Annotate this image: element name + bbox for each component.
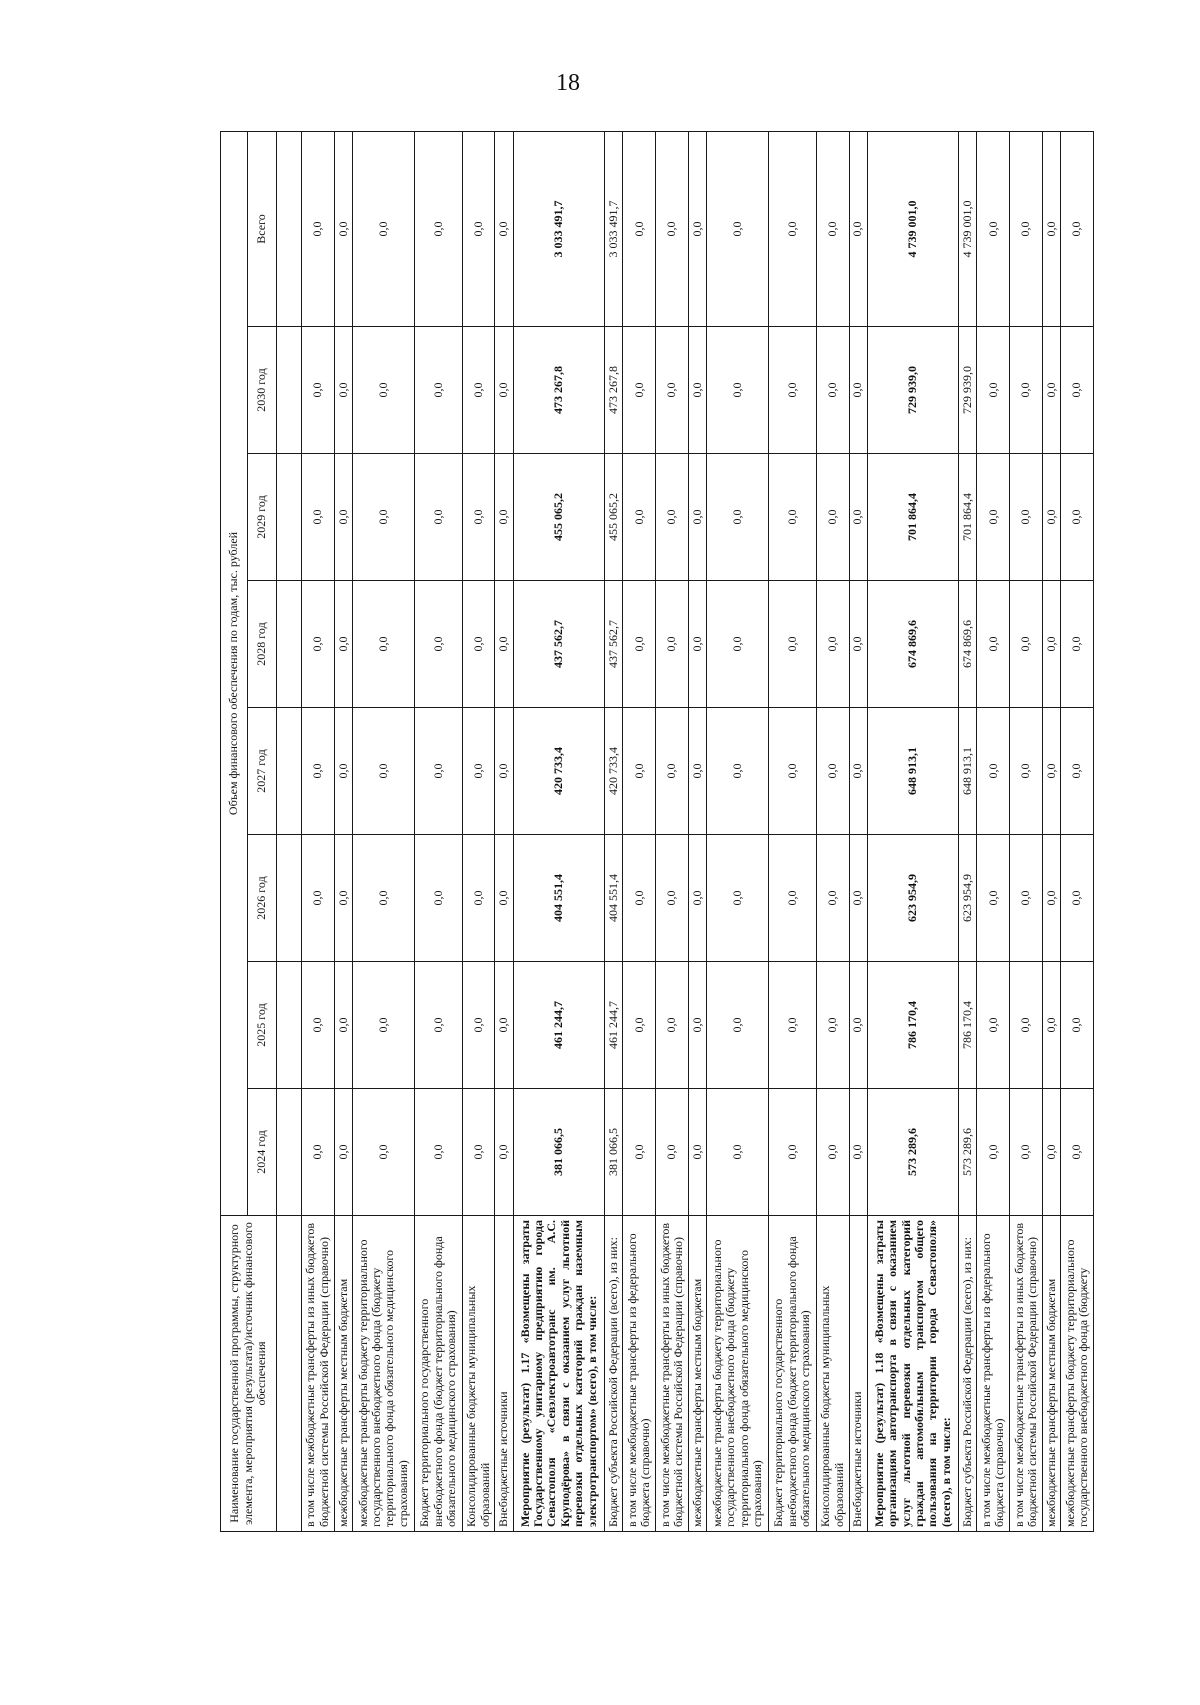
year-value-cell: 0,0 (1061, 1089, 1094, 1216)
total-value-cell: 3 033 491,7 (605, 131, 623, 326)
year-value-cell: 0,0 (302, 327, 335, 454)
year-value-cell: 0,0 (352, 708, 414, 835)
year-value-cell: 473 267,8 (605, 327, 623, 454)
year-value-cell: 404 551,4 (605, 835, 623, 962)
year-value-cell: 0,0 (706, 708, 768, 835)
year-value-cell: 0,0 (706, 835, 768, 962)
year-value-cell: 0,0 (352, 1089, 414, 1216)
year-value-cell: 0,0 (623, 581, 656, 708)
year-value-cell: 420 733,4 (605, 708, 623, 835)
year-value-cell: 0,0 (1043, 454, 1061, 581)
year-value-cell: 0,0 (688, 327, 706, 454)
blank-header-cell (277, 131, 302, 326)
row-name: Консолидированные бюджеты муниципальных образований (462, 1216, 495, 1532)
year-value-cell: 461 244,7 (605, 962, 623, 1089)
year-value-cell: 0,0 (352, 581, 414, 708)
year-value-cell: 0,0 (495, 835, 513, 962)
table-row (706, 131, 768, 1531)
name-column-header: Наименование государственной программы, структурного элемента, мероприятия (результата)/источник финансового обеспечения (221, 1216, 277, 1532)
table-row (352, 131, 414, 1531)
year-value-cell: 729 939,0 (867, 327, 959, 454)
year-value-cell: 0,0 (849, 708, 867, 835)
volume-header: Объем финансового обеспечения по годам, тыс. рублей (221, 131, 248, 1215)
year-value-cell: 0,0 (849, 454, 867, 581)
total-value-cell: 0,0 (495, 131, 513, 326)
year-value-cell: 0,0 (334, 962, 352, 1089)
year-value-cell: 0,0 (977, 327, 1010, 454)
year-value-cell: 0,0 (415, 327, 463, 454)
year-value-cell: 0,0 (462, 835, 495, 962)
year-value-cell: 573 289,6 (867, 1089, 959, 1216)
year-value-cell: 0,0 (706, 962, 768, 1089)
year-value-cell: 0,0 (688, 962, 706, 1089)
year-value-cell: 729 939,0 (959, 327, 977, 454)
financing-table (220, 131, 1094, 1532)
row-name: в том числе межбюджетные трансферты из иных бюджетов бюджетной системы Российской Федерации (справочно) (1010, 1216, 1043, 1532)
table-row (1043, 131, 1061, 1531)
year-value-cell: 0,0 (769, 1089, 817, 1216)
year-value-cell: 0,0 (462, 581, 495, 708)
total-value-cell: 0,0 (656, 131, 689, 326)
year-value-cell: 0,0 (415, 581, 463, 708)
year-value-cell: 0,0 (1010, 1089, 1043, 1216)
total-value-cell: 0,0 (816, 131, 849, 326)
year-value-cell: 0,0 (769, 708, 817, 835)
year-value-cell: 0,0 (1061, 962, 1094, 1089)
table-row (959, 131, 977, 1531)
year-value-cell: 0,0 (334, 708, 352, 835)
year-value-cell: 0,0 (849, 1089, 867, 1216)
year-value-cell: 0,0 (656, 708, 689, 835)
total-value-cell: 0,0 (1061, 131, 1094, 326)
year-value-cell: 0,0 (495, 581, 513, 708)
year-value-cell: 0,0 (769, 835, 817, 962)
year-header: 2025 год (248, 962, 277, 1089)
year-value-cell: 0,0 (977, 1089, 1010, 1216)
table-row (849, 131, 867, 1531)
year-value-cell: 0,0 (816, 835, 849, 962)
row-name: Бюджет субъекта Российской Федерации (всего), из них: (959, 1216, 977, 1532)
year-value-cell: 0,0 (334, 327, 352, 454)
year-value-cell: 0,0 (816, 708, 849, 835)
year-value-cell: 0,0 (302, 581, 335, 708)
year-value-cell: 674 869,6 (867, 581, 959, 708)
year-value-cell: 0,0 (706, 454, 768, 581)
page-number: 18 (556, 70, 580, 96)
year-value-cell: 0,0 (495, 962, 513, 1089)
year-value-cell: 381 066,5 (605, 1089, 623, 1216)
year-value-cell: 0,0 (849, 835, 867, 962)
year-value-cell: 0,0 (1043, 581, 1061, 708)
year-value-cell: 437 562,7 (605, 581, 623, 708)
year-value-cell: 0,0 (1010, 708, 1043, 835)
table-row (415, 131, 463, 1531)
year-value-cell: 0,0 (623, 708, 656, 835)
year-value-cell: 0,0 (352, 454, 414, 581)
year-value-cell: 0,0 (769, 454, 817, 581)
row-name: Консолидированные бюджеты муниципальных образований (816, 1216, 849, 1532)
year-value-cell: 0,0 (302, 454, 335, 581)
year-value-cell: 648 913,1 (959, 708, 977, 835)
total-value-cell: 0,0 (769, 131, 817, 326)
header-row-1 (221, 131, 248, 1531)
table-row (605, 131, 623, 1531)
table-row (513, 131, 605, 1531)
row-name: Мероприятие (результат) 1.17 «Возмещены затраты Государственному унитарному предприятию города Севастополя «Севэлектроавтотранс им. А.С. Круподёрова» в связи с оказанием услуг льготной перевозки отдельных категорий граждан наземным электротранспортом» (всего), в том числе: (513, 1216, 605, 1532)
year-value-cell: 0,0 (656, 1089, 689, 1216)
year-value-cell: 0,0 (352, 835, 414, 962)
total-value-cell: 0,0 (706, 131, 768, 326)
year-value-cell: 404 551,4 (513, 835, 605, 962)
year-value-cell: 0,0 (769, 581, 817, 708)
row-name: межбюджетные трансферты бюджету территориального государственного внебюджетного фонда (бюджету (1061, 1216, 1094, 1532)
year-value-cell: 0,0 (495, 1089, 513, 1216)
year-value-cell: 0,0 (334, 1089, 352, 1216)
year-header: 2028 год (248, 581, 277, 708)
year-value-cell: 455 065,2 (605, 454, 623, 581)
total-value-cell: 4 739 001,0 (867, 131, 959, 326)
year-value-cell: 0,0 (688, 581, 706, 708)
table-row (462, 131, 495, 1531)
year-value-cell: 786 170,4 (867, 962, 959, 1089)
year-value-cell: 0,0 (623, 1089, 656, 1216)
year-value-cell: 0,0 (1043, 835, 1061, 962)
total-value-cell: 0,0 (623, 131, 656, 326)
year-value-cell: 0,0 (1010, 962, 1043, 1089)
year-value-cell: 674 869,6 (959, 581, 977, 708)
total-value-cell: 0,0 (1043, 131, 1061, 326)
total-value-cell: 0,0 (352, 131, 414, 326)
year-value-cell: 0,0 (415, 962, 463, 1089)
total-value-cell: 0,0 (688, 131, 706, 326)
table-row (334, 131, 352, 1531)
blank-header-cell (277, 1089, 302, 1216)
year-value-cell: 0,0 (623, 327, 656, 454)
year-value-cell: 0,0 (495, 708, 513, 835)
blank-header-cell (277, 454, 302, 581)
rotated-table-container (220, 132, 1094, 1532)
table-row (302, 131, 335, 1531)
year-value-cell: 701 864,4 (867, 454, 959, 581)
year-value-cell: 0,0 (977, 454, 1010, 581)
total-value-cell: 0,0 (462, 131, 495, 326)
year-value-cell: 0,0 (706, 581, 768, 708)
year-value-cell: 0,0 (623, 835, 656, 962)
table-body (302, 131, 1094, 1531)
year-value-cell: 0,0 (415, 454, 463, 581)
row-name: межбюджетные трансферты местным бюджетам (334, 1216, 352, 1532)
blank-header-cell (277, 581, 302, 708)
year-value-cell: 0,0 (1043, 327, 1061, 454)
year-value-cell: 0,0 (688, 708, 706, 835)
row-name: в том числе межбюджетные трансферты из иных бюджетов бюджетной системы Российской Федерации (справочно) (302, 1216, 335, 1532)
year-value-cell: 0,0 (1010, 835, 1043, 962)
total-value-cell: 0,0 (302, 131, 335, 326)
year-value-cell: 0,0 (415, 708, 463, 835)
year-value-cell: 0,0 (849, 962, 867, 1089)
year-value-cell: 461 244,7 (513, 962, 605, 1089)
year-value-cell: 0,0 (688, 454, 706, 581)
year-value-cell: 0,0 (977, 581, 1010, 708)
row-name: в том числе межбюджетные трансферты из федерального бюджета (справочно) (623, 1216, 656, 1532)
year-value-cell: 437 562,7 (513, 581, 605, 708)
table-row (769, 131, 817, 1531)
year-value-cell: 455 065,2 (513, 454, 605, 581)
year-value-cell: 0,0 (352, 962, 414, 1089)
row-name: Внебюджетные источники (495, 1216, 513, 1532)
blank-header-cell (277, 962, 302, 1089)
year-value-cell: 0,0 (623, 454, 656, 581)
row-name: в том числе межбюджетные трансферты из федерального бюджета (справочно) (977, 1216, 1010, 1532)
year-value-cell: 0,0 (623, 962, 656, 1089)
year-value-cell: 0,0 (352, 327, 414, 454)
year-value-cell: 0,0 (302, 835, 335, 962)
row-name: Мероприятие (результат) 1.18 «Возмещены затраты организациям автотранспорта в связи с оказанием услуг льготной перевозки отдельных категорий граждан автомобильным транспортом общего пользования на территории города Севастополя» (всего), в том числе: (867, 1216, 959, 1532)
total-value-cell: 0,0 (849, 131, 867, 326)
year-value-cell: 0,0 (302, 1089, 335, 1216)
header-row-blank (277, 131, 302, 1531)
year-value-cell: 0,0 (495, 454, 513, 581)
year-value-cell: 0,0 (462, 327, 495, 454)
year-value-cell: 0,0 (1010, 454, 1043, 581)
year-value-cell: 381 066,5 (513, 1089, 605, 1216)
table-row (977, 131, 1010, 1531)
year-value-cell: 0,0 (849, 327, 867, 454)
year-header: 2026 год (248, 835, 277, 962)
year-value-cell: 0,0 (462, 962, 495, 1089)
year-value-cell: 0,0 (334, 835, 352, 962)
row-name: Внебюджетные источники (849, 1216, 867, 1532)
total-value-cell: 0,0 (977, 131, 1010, 326)
year-value-cell: 0,0 (1061, 581, 1094, 708)
total-value-cell: 3 033 491,7 (513, 131, 605, 326)
year-value-cell: 0,0 (706, 1089, 768, 1216)
year-value-cell: 0,0 (1043, 1089, 1061, 1216)
year-value-cell: 0,0 (769, 327, 817, 454)
blank-header-cell (277, 835, 302, 962)
row-name: Бюджет субъекта Российской Федерации (всего), из них: (605, 1216, 623, 1532)
table-row (656, 131, 689, 1531)
table-row (1010, 131, 1043, 1531)
year-value-cell: 573 289,6 (959, 1089, 977, 1216)
table-row (816, 131, 849, 1531)
year-value-cell: 0,0 (1061, 454, 1094, 581)
year-value-cell: 0,0 (656, 962, 689, 1089)
row-name: межбюджетные трансферты местным бюджетам (688, 1216, 706, 1532)
table-row (495, 131, 513, 1531)
year-value-cell: 0,0 (656, 581, 689, 708)
table-row (688, 131, 706, 1531)
year-value-cell: 0,0 (1010, 581, 1043, 708)
year-value-cell: 623 954,9 (867, 835, 959, 962)
year-value-cell: 0,0 (302, 708, 335, 835)
row-name: в том числе межбюджетные трансферты из иных бюджетов бюджетной системы Российской Федерации (справочно) (656, 1216, 689, 1532)
year-value-cell: 0,0 (656, 454, 689, 581)
year-value-cell: 0,0 (816, 1089, 849, 1216)
year-value-cell: 0,0 (334, 581, 352, 708)
row-name: межбюджетные трансферты местным бюджетам (1043, 1216, 1061, 1532)
year-value-cell: 420 733,4 (513, 708, 605, 835)
year-header: 2027 год (248, 708, 277, 835)
year-value-cell: 0,0 (656, 835, 689, 962)
year-header: 2029 год (248, 454, 277, 581)
row-name: межбюджетные трансферты бюджету территориального государственного внебюджетного фонда (бюджету территориального фонда обязательного медицинского страхования) (706, 1216, 768, 1532)
year-value-cell: 0,0 (706, 327, 768, 454)
year-value-cell: 0,0 (977, 835, 1010, 962)
year-header: 2024 год (248, 1089, 277, 1216)
blank-header-cell (277, 708, 302, 835)
year-header: 2030 год (248, 327, 277, 454)
total-header: Всего (248, 131, 277, 326)
year-value-cell: 0,0 (816, 327, 849, 454)
total-value-cell: 0,0 (334, 131, 352, 326)
year-value-cell: 701 864,4 (959, 454, 977, 581)
table-row (1061, 131, 1094, 1531)
table-row (623, 131, 656, 1531)
total-value-cell: 4 739 001,0 (959, 131, 977, 326)
year-value-cell: 0,0 (495, 327, 513, 454)
year-value-cell: 0,0 (816, 581, 849, 708)
year-value-cell: 0,0 (688, 835, 706, 962)
year-value-cell: 0,0 (1010, 327, 1043, 454)
blank-header-cell (277, 327, 302, 454)
year-value-cell: 0,0 (977, 708, 1010, 835)
year-value-cell: 648 913,1 (867, 708, 959, 835)
year-value-cell: 0,0 (334, 454, 352, 581)
year-value-cell: 0,0 (415, 835, 463, 962)
year-value-cell: 0,0 (816, 962, 849, 1089)
year-value-cell: 0,0 (1043, 708, 1061, 835)
year-value-cell: 0,0 (462, 708, 495, 835)
row-name: Бюджет территориального государственного внебюджетного фонда (бюджет территориального фонда обязательного медицинского страхования) (415, 1216, 463, 1532)
year-value-cell: 0,0 (849, 581, 867, 708)
year-value-cell: 623 954,9 (959, 835, 977, 962)
blank-header-cell (277, 1216, 302, 1532)
year-value-cell: 0,0 (769, 962, 817, 1089)
year-value-cell: 0,0 (816, 454, 849, 581)
year-value-cell: 473 267,8 (513, 327, 605, 454)
year-value-cell: 786 170,4 (959, 962, 977, 1089)
year-value-cell: 0,0 (302, 962, 335, 1089)
total-value-cell: 0,0 (1010, 131, 1043, 326)
year-value-cell: 0,0 (415, 1089, 463, 1216)
table-row (867, 131, 959, 1531)
row-name: Бюджет территориального государственного внебюджетного фонда (бюджет территориального фонда обязательного медицинского страхования) (769, 1216, 817, 1532)
year-value-cell: 0,0 (1043, 962, 1061, 1089)
year-value-cell: 0,0 (462, 1089, 495, 1216)
year-value-cell: 0,0 (977, 962, 1010, 1089)
year-value-cell: 0,0 (1061, 708, 1094, 835)
total-value-cell: 0,0 (415, 131, 463, 326)
year-value-cell: 0,0 (688, 1089, 706, 1216)
year-value-cell: 0,0 (462, 454, 495, 581)
year-value-cell: 0,0 (656, 327, 689, 454)
row-name: межбюджетные трансферты бюджету территориального государственного внебюджетного фонда (бюджету территориального фонда обязательного медицинского страхования) (352, 1216, 414, 1532)
year-value-cell: 0,0 (1061, 835, 1094, 962)
year-value-cell: 0,0 (1061, 327, 1094, 454)
